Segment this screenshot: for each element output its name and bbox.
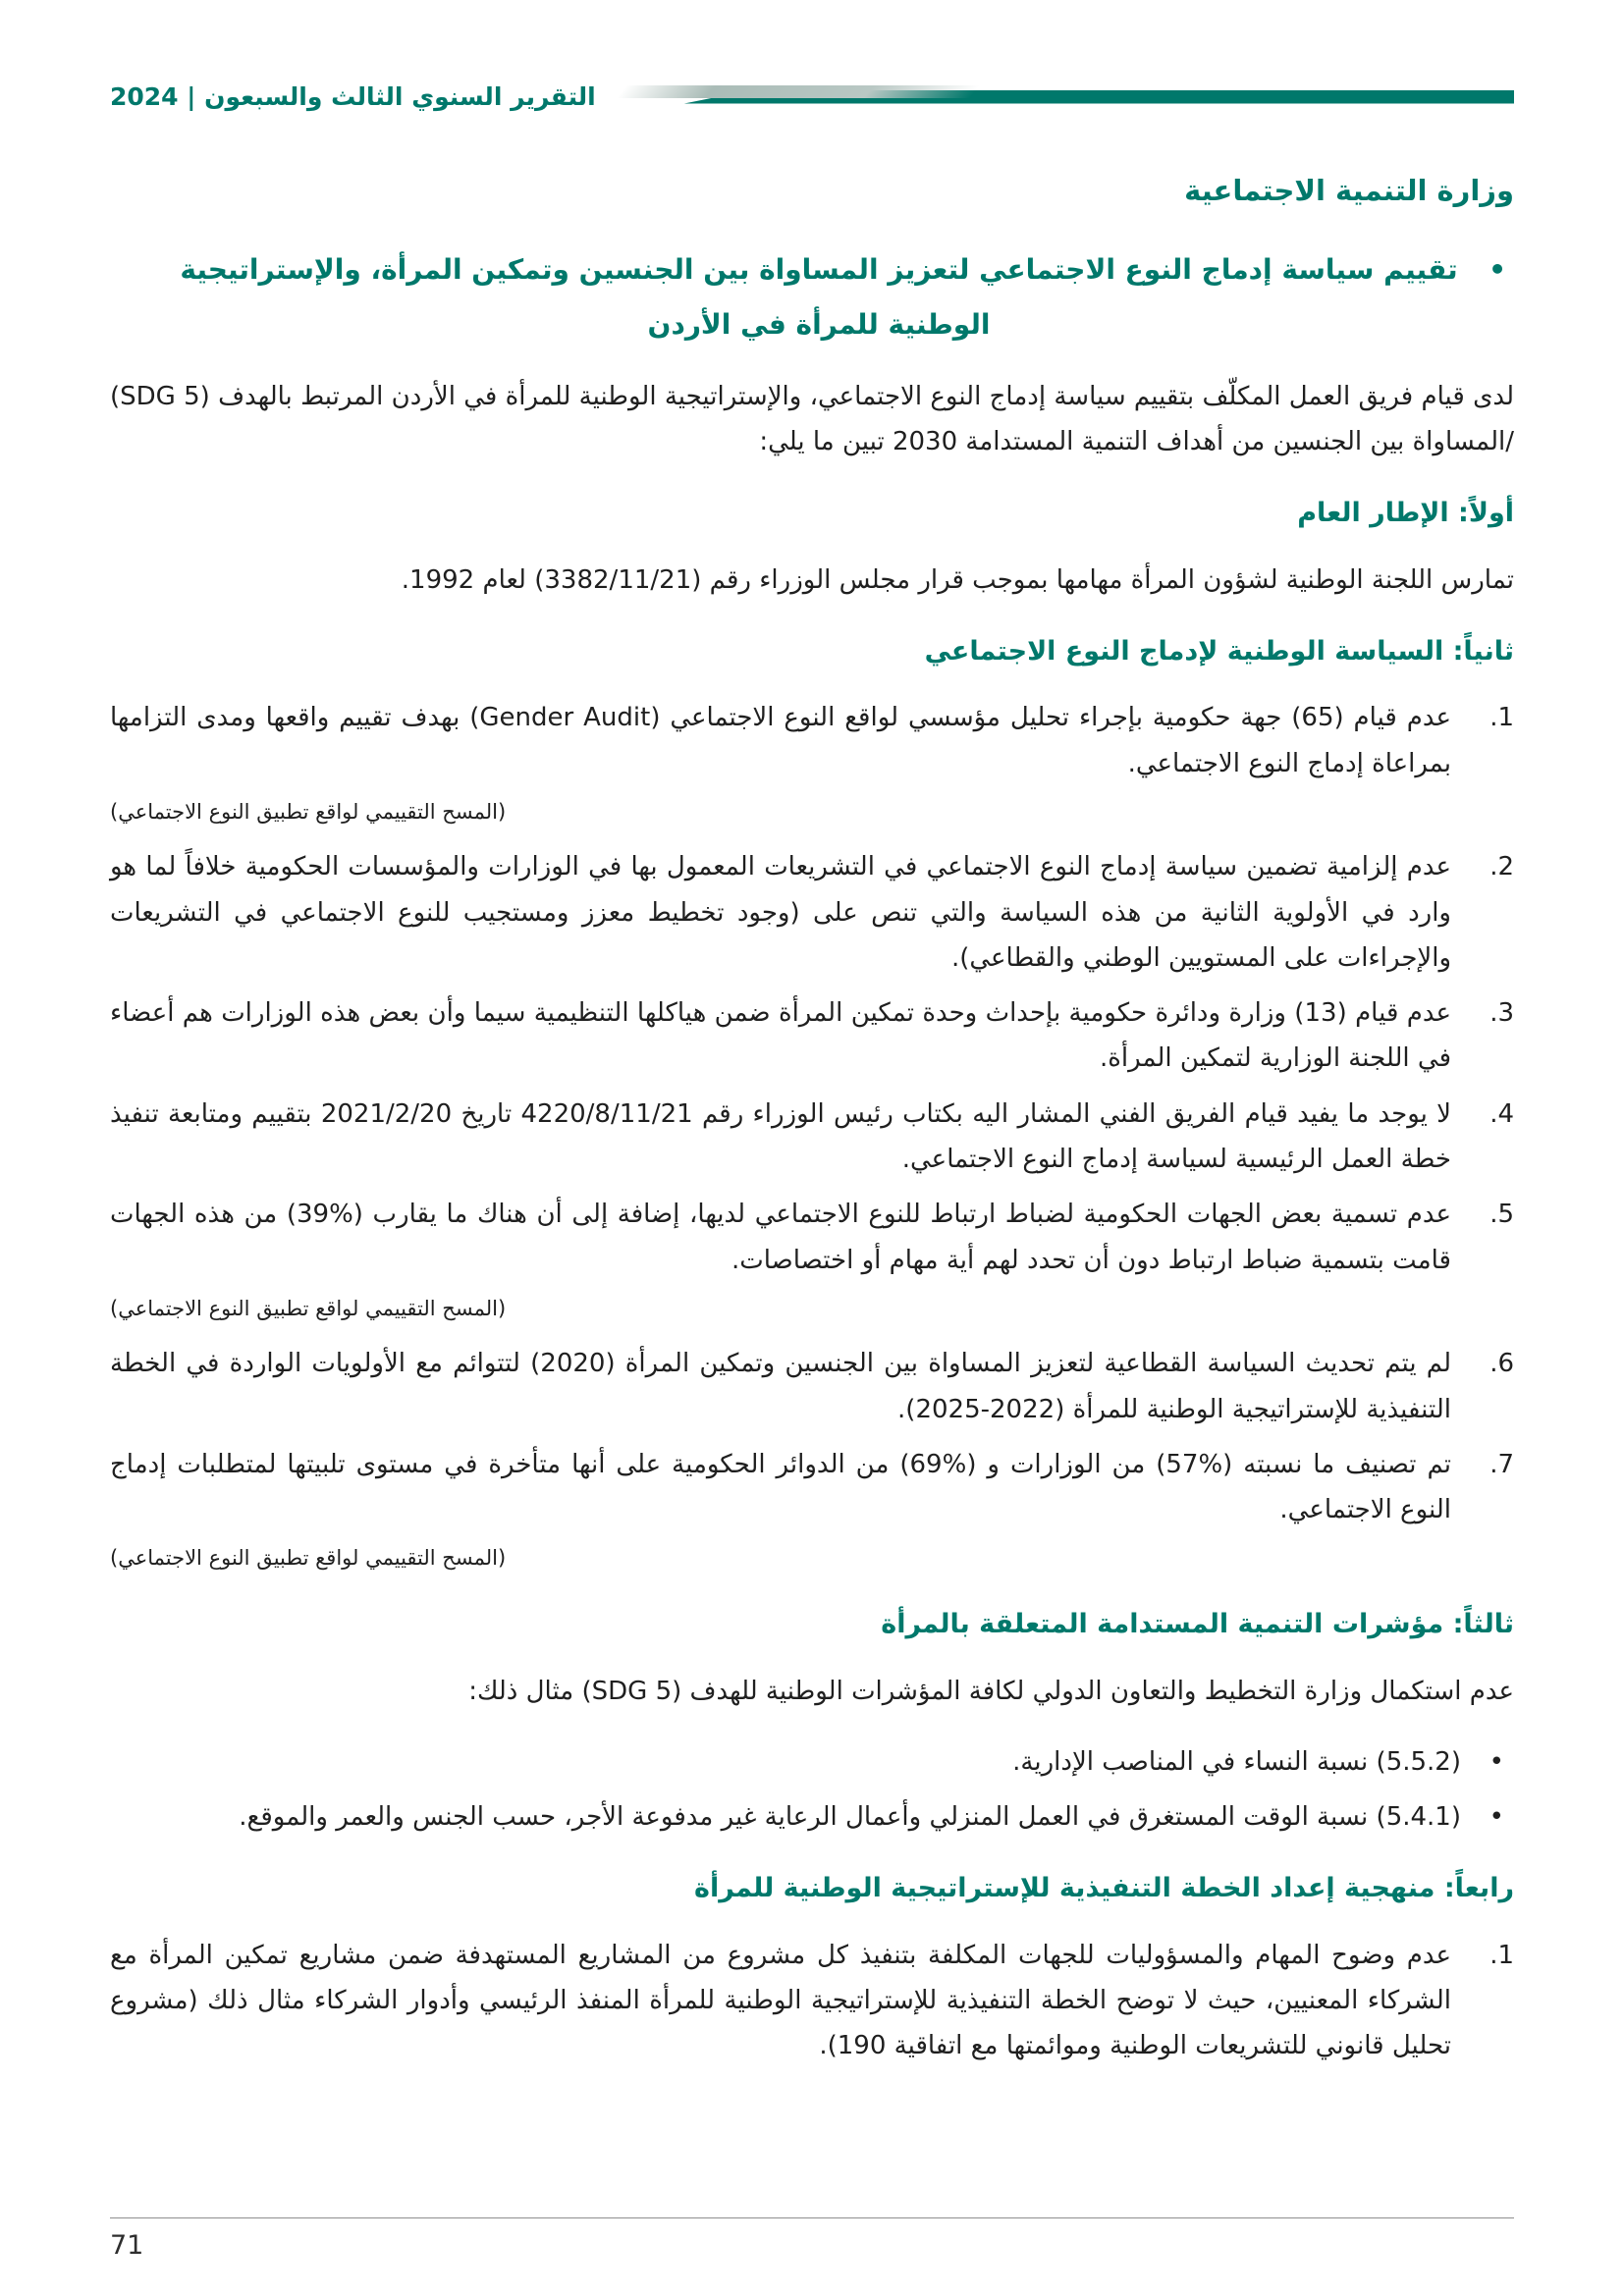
item-text: عدم وضوح المهام والمسؤوليات للجهات المكلفة بتنفيذ كل مشروع من المشاريع المستهدفة ضمن مشاريع تمكين المرأة مع الشركاء المعنيين، حيث لا توضح الخطة التنفيذية للإستراتيجية الوطنية للمرأة المنفذ الرئيسي وأدوار الشركاء مثال ذلك (مشروع تحليل قانوني للتشريعات الوطنية وموائمتها مع اتفاقية 190). (110, 1940, 1451, 2061)
item-text: عدم تسمية بعض الجهات الحكومية لضباط ارتباط للنوع الاجتماعي لديها، إضافة إلى أن هناك ما يقارب (%39) من هذه الجهات قامت بتسمية ضباط ارتباط دون أن تحدد لهم أية مهام أو اختصاصات. (110, 1200, 1451, 1275)
list-item (110, 695, 1514, 786)
header-row (110, 82, 1514, 111)
list-item (110, 1092, 1514, 1183)
section-third-text: عدم استكمال وزارة التخطيط والتعاون الدولي لكافة المؤشرات الوطنية للهدف (SDG 5) مثال ذلك: (468, 1676, 1514, 1706)
topic-title-text: تقييم سياسة إدماج النوع الاجتماعي لتعزيز المساواة بين الجنسين وتمكين المرأة، والإستراتيجية الوطنية للمرأة في الأردن (180, 252, 1458, 341)
item-number: 3. (1489, 998, 1514, 1029)
item-text: عدم إلزامية تضمين سياسة إدماج النوع الاجتماعي في التشريعات المعمول بها في الوزارات والمؤسسات الحكومية خلافاً لما هو وارد في الأولوية الثانية من هذه السياسة والتي تنص على (وجود تخطيط معزز ومستجيب للنوع الاجتماعي في التشريعات والإجراءات على المستويين الوطني والقطاعي). (110, 852, 1451, 973)
item-number: 4. (1489, 1098, 1514, 1129)
section-heading-third: ثالثاً: مؤشرات التنمية المستدامة المتعلقة بالمرأة (881, 1609, 1514, 1640)
section-first-text: تمارس اللجنة الوطنية لشؤون المرأة مهامها بموجب قرار مجلس الوزراء رقم (3382/11/21) لعام 1992. (401, 564, 1514, 595)
page-number: 71 (110, 2230, 144, 2261)
item-text: تم تصنيف ما نسبته (%57) من الوزارات و (%69) من الدوائر الحكومية على أنها متأخرة في مستوى تلبيتها لمتطلبات إدماج النوع الاجتماعي. (110, 1449, 1452, 1525)
item-text: لا يوجد ما يفيد قيام الفريق الفني المشار اليه بكتاب رئيس الوزراء رقم 4220/8/11/21 تاريخ 2021/2/20 بتقييم ومتابعة تنفيذ خطة العمل الرئيسية لسياسة إدماج النوع الاجتماعي. (110, 1098, 1451, 1175)
section-heading-fourth: رابعاً: منهجية إعداد الخطة التنفيذية للإستراتيجية الوطنية للمرأة (694, 1873, 1514, 1904)
item-text: عدم قيام (65) جهة حكومية بإجراء تحليل مؤسسي لواقع النوع الاجتماعي (Gender Audit) بهدف تقييم واقعها ومدى التزامها بمراعاة إدماج النوع الاجتماعي. (110, 703, 1452, 778)
report-header-title: التقرير السنوي الثالث والسبعون | 2024 (110, 82, 596, 111)
intro-paragraph: لدى قيام فريق العمل المكلّف بتقييم سياسة إدماج النوع الاجتماعي، والإستراتيجية الوطنية للمرأة في الأردن المرتبط بالهدف (SDG 5) /المساواة بين الجنسين من أهداف التنمية المستدامة 2030 تبين ما يلي: (110, 381, 1514, 456)
list-item (110, 1341, 1514, 1432)
list-item (110, 990, 1514, 1082)
list-item (110, 1192, 1514, 1283)
swoosh-light-shape (616, 85, 980, 98)
bullet-item (110, 1794, 1504, 1840)
section-heading-first: أولاً: الإطار العام (1297, 498, 1514, 529)
page-footer (110, 2217, 1514, 2261)
item-text: عدم قيام (13) وزارة ودائرة حكومية بإحداث وحدة تمكين المرأة ضمن هياكلها التنظيمية سيما وأن بعض هذه الوزارات هم أعضاء في اللجنة الوزارية لتمكين المرأة. (110, 998, 1452, 1074)
topic-title (110, 242, 1514, 352)
item-number: 2. (1489, 852, 1514, 882)
source-note: (المسح التقييمي لواقع تطبيق النوع الاجتماعي) (110, 799, 507, 824)
bullet-icon: • (1489, 252, 1506, 286)
bullet-text: (5.4.1) نسبة الوقت المستغرق في العمل المنزلي وأعمال الرعاية غير مدفوعة الأجر، حسب الجنس والعمر والموقع. (239, 1802, 1461, 1833)
page-header (110, 82, 1514, 111)
item-number: 1. (1489, 703, 1514, 733)
source-note: (المسح التقييمي لواقع تطبيق النوع الاجتماعي) (110, 1296, 507, 1320)
bullet-icon: • (1489, 1746, 1504, 1777)
header-decorative-bar (616, 84, 1514, 110)
section-heading-second: ثانياً: السياسة الوطنية لإدماج النوع الاجتماعي (924, 635, 1514, 667)
bullet-item (110, 1739, 1504, 1785)
item-number: 6. (1489, 1349, 1514, 1379)
bullet-icon: • (1489, 1802, 1504, 1833)
item-text: لم يتم تحديث السياسة القطاعية لتعزيز المساواة بين الجنسين وتمكين المرأة (2020) لتتوائم مع الأولويات الواردة في الخطة التنفيذية للإستراتيجية الوطنية للمرأة (2022-2025). (110, 1349, 1451, 1424)
document-body (110, 170, 1514, 2079)
item-number: 7. (1489, 1449, 1514, 1479)
page-title: وزارة التنمية الاجتماعية (1184, 174, 1514, 207)
list-item (110, 844, 1514, 981)
list-item (110, 1442, 1514, 1533)
item-number: 5. (1489, 1200, 1514, 1230)
list-item (110, 1933, 1514, 2069)
source-note: (المسح التقييمي لواقع تطبيق النوع الاجتماعي) (110, 1546, 507, 1571)
bullet-text: (5.5.2) نسبة النساء في المناصب الإدارية. (1012, 1746, 1461, 1777)
item-number: 1. (1489, 1940, 1514, 1970)
